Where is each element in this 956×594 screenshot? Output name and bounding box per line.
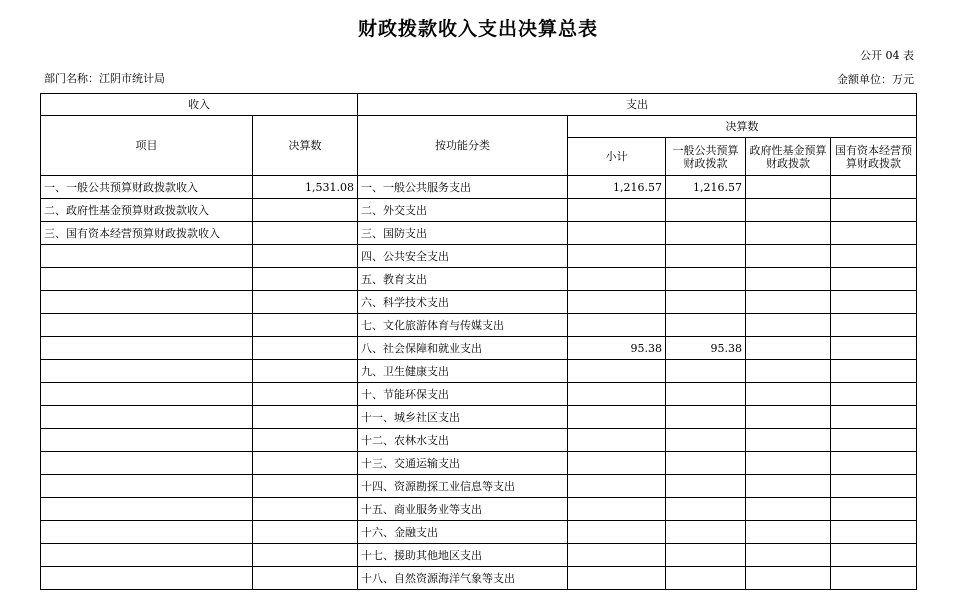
income-item-cell: 三、国有资本经营预算财政拨款收入 xyxy=(41,222,253,245)
fund-budget-header: 政府性基金预算财政拨款 xyxy=(746,138,831,176)
general-budget-cell xyxy=(666,406,746,429)
state-capital-header: 国有资本经营预算财政拨款 xyxy=(831,138,917,176)
expense-item-cell: 三、国防支出 xyxy=(358,222,568,245)
page-title: 财政拨款收入支出决算总表 xyxy=(357,18,598,40)
subtotal-header: 小计 xyxy=(568,138,666,176)
table-row xyxy=(41,176,917,199)
general-budget-header: 一般公共预算财政拨款 xyxy=(666,138,746,176)
state-capital-cell xyxy=(831,360,917,383)
expense-item-cell: 十一、城乡社区支出 xyxy=(358,406,568,429)
table-row xyxy=(41,268,917,291)
subtotal-cell: 1,216.57 xyxy=(568,176,666,199)
income-item-cell: 二、政府性基金预算财政拨款收入 xyxy=(41,199,253,222)
subtotal-cell xyxy=(568,360,666,383)
expense-item-cell: 十七、援助其他地区支出 xyxy=(358,544,568,567)
income-item-cell xyxy=(41,406,253,429)
income-amount-cell xyxy=(253,498,358,521)
income-item-cell xyxy=(41,383,253,406)
general-budget-cell xyxy=(666,291,746,314)
fund-budget-cell xyxy=(746,291,831,314)
fund-budget-cell xyxy=(746,199,831,222)
state-capital-cell xyxy=(831,521,917,544)
subtotal-cell xyxy=(568,452,666,475)
state-capital-cell xyxy=(831,222,917,245)
fiscal-summary-table xyxy=(40,93,917,590)
expense-item-cell: 十六、金融支出 xyxy=(358,521,568,544)
table-row xyxy=(41,245,917,268)
state-capital-cell xyxy=(831,452,917,475)
state-capital-cell xyxy=(831,498,917,521)
general-budget-cell xyxy=(666,222,746,245)
table-row xyxy=(41,429,917,452)
general-budget-cell xyxy=(666,521,746,544)
general-budget-cell xyxy=(666,360,746,383)
subtotal-cell xyxy=(568,314,666,337)
income-amount-cell xyxy=(253,429,358,452)
header-row-middle xyxy=(41,116,917,138)
income-item-cell xyxy=(41,498,253,521)
state-capital-cell xyxy=(831,544,917,567)
subtotal-cell: 95.38 xyxy=(568,337,666,360)
table-row xyxy=(41,544,917,567)
amount-unit: 金额单位：万元 xyxy=(837,73,914,86)
expense-item-cell: 六、科学技术支出 xyxy=(358,291,568,314)
fund-budget-cell xyxy=(746,521,831,544)
subtotal-cell xyxy=(568,199,666,222)
income-item-cell xyxy=(41,291,253,314)
expense-item-cell: 九、卫生健康支出 xyxy=(358,360,568,383)
general-budget-cell xyxy=(666,544,746,567)
expense-header: 支出 xyxy=(358,94,917,116)
income-amount-cell xyxy=(253,521,358,544)
table-row xyxy=(41,498,917,521)
by-function-header: 按功能分类 xyxy=(358,116,568,176)
general-budget-cell xyxy=(666,567,746,590)
item-header: 项目 xyxy=(41,116,253,176)
expense-item-cell: 十五、商业服务业等支出 xyxy=(358,498,568,521)
income-amount-cell: 1,531.08 xyxy=(253,176,358,199)
subtotal-cell xyxy=(568,268,666,291)
table-row xyxy=(41,222,917,245)
income-amount-cell xyxy=(253,268,358,291)
expense-item-cell: 七、文化旅游体育与传媒支出 xyxy=(358,314,568,337)
state-capital-cell xyxy=(831,337,917,360)
subtotal-cell xyxy=(568,521,666,544)
income-amount-cell xyxy=(253,452,358,475)
fund-budget-cell xyxy=(746,567,831,590)
general-budget-cell xyxy=(666,452,746,475)
income-item-cell xyxy=(41,429,253,452)
income-amount-cell xyxy=(253,337,358,360)
subtotal-cell xyxy=(568,475,666,498)
fund-budget-cell xyxy=(746,337,831,360)
table-row xyxy=(41,452,917,475)
fund-budget-cell xyxy=(746,452,831,475)
form-number: 公开 04 表 xyxy=(860,49,914,62)
fund-budget-cell xyxy=(746,245,831,268)
fund-budget-cell xyxy=(746,222,831,245)
subtotal-cell xyxy=(568,383,666,406)
income-amount-cell xyxy=(253,314,358,337)
state-capital-cell xyxy=(831,245,917,268)
income-item-cell: 一、一般公共预算财政拨款收入 xyxy=(41,176,253,199)
subtotal-cell xyxy=(568,429,666,452)
income-item-cell xyxy=(41,314,253,337)
table-row xyxy=(41,406,917,429)
income-amount-cell xyxy=(253,567,358,590)
expense-item-cell: 十四、资源勘探工业信息等支出 xyxy=(358,475,568,498)
subtotal-cell xyxy=(568,245,666,268)
general-budget-cell xyxy=(666,199,746,222)
income-amount-cell xyxy=(253,245,358,268)
income-item-cell xyxy=(41,475,253,498)
income-amount-cell xyxy=(253,360,358,383)
fund-budget-cell xyxy=(746,429,831,452)
state-capital-cell xyxy=(831,475,917,498)
income-item-cell xyxy=(41,544,253,567)
income-item-cell xyxy=(41,360,253,383)
income-amount-cell xyxy=(253,291,358,314)
department-name: 部门名称：江阴市统计局 xyxy=(44,72,165,85)
state-capital-cell xyxy=(831,314,917,337)
table-row xyxy=(41,337,917,360)
fund-budget-cell xyxy=(746,268,831,291)
expense-item-cell: 八、社会保障和就业支出 xyxy=(358,337,568,360)
general-budget-cell xyxy=(666,383,746,406)
subtotal-cell xyxy=(568,498,666,521)
table-row xyxy=(41,360,917,383)
state-capital-cell xyxy=(831,176,917,199)
general-budget-cell: 95.38 xyxy=(666,337,746,360)
state-capital-cell xyxy=(831,567,917,590)
income-amount-cell xyxy=(253,544,358,567)
general-budget-cell: 1,216.57 xyxy=(666,176,746,199)
income-item-cell xyxy=(41,452,253,475)
expense-item-cell: 二、外交支出 xyxy=(358,199,568,222)
amount-header: 决算数 xyxy=(253,116,358,176)
fund-budget-cell xyxy=(746,383,831,406)
income-item-cell xyxy=(41,521,253,544)
state-capital-cell xyxy=(831,406,917,429)
table-row xyxy=(41,314,917,337)
general-budget-cell xyxy=(666,314,746,337)
fund-budget-cell xyxy=(746,360,831,383)
state-capital-cell xyxy=(831,291,917,314)
table-row xyxy=(41,291,917,314)
fund-budget-cell xyxy=(746,475,831,498)
table-row xyxy=(41,567,917,590)
general-budget-cell xyxy=(666,429,746,452)
income-amount-cell xyxy=(253,222,358,245)
fund-budget-cell xyxy=(746,176,831,199)
state-capital-cell xyxy=(831,383,917,406)
table-row xyxy=(41,475,917,498)
expense-item-cell: 五、教育支出 xyxy=(358,268,568,291)
expense-item-cell: 十二、农林水支出 xyxy=(358,429,568,452)
expense-item-cell: 十、节能环保支出 xyxy=(358,383,568,406)
expense-item-cell: 十八、自然资源海洋气象等支出 xyxy=(358,567,568,590)
subtotal-cell xyxy=(568,222,666,245)
income-amount-cell xyxy=(253,475,358,498)
general-budget-cell xyxy=(666,475,746,498)
income-item-cell xyxy=(41,337,253,360)
state-capital-cell xyxy=(831,199,917,222)
expense-item-cell: 四、公共安全支出 xyxy=(358,245,568,268)
fund-budget-cell xyxy=(746,314,831,337)
subtotal-cell xyxy=(568,406,666,429)
final-amount-header: 决算数 xyxy=(568,116,917,138)
general-budget-cell xyxy=(666,498,746,521)
income-header: 收入 xyxy=(41,94,358,116)
income-amount-cell xyxy=(253,406,358,429)
subtotal-cell xyxy=(568,567,666,590)
state-capital-cell xyxy=(831,268,917,291)
income-item-cell xyxy=(41,268,253,291)
income-item-cell xyxy=(41,567,253,590)
table-row xyxy=(41,521,917,544)
table-row xyxy=(41,199,917,222)
income-amount-cell xyxy=(253,383,358,406)
table-row xyxy=(41,383,917,406)
header-row-top xyxy=(41,94,917,116)
subtotal-cell xyxy=(568,544,666,567)
expense-item-cell: 十三、交通运输支出 xyxy=(358,452,568,475)
subtotal-cell xyxy=(568,291,666,314)
income-item-cell xyxy=(41,245,253,268)
fund-budget-cell xyxy=(746,406,831,429)
fund-budget-cell xyxy=(746,498,831,521)
state-capital-cell xyxy=(831,429,917,452)
expense-item-cell: 一、一般公共服务支出 xyxy=(358,176,568,199)
fund-budget-cell xyxy=(746,544,831,567)
income-amount-cell xyxy=(253,199,358,222)
general-budget-cell xyxy=(666,245,746,268)
general-budget-cell xyxy=(666,268,746,291)
